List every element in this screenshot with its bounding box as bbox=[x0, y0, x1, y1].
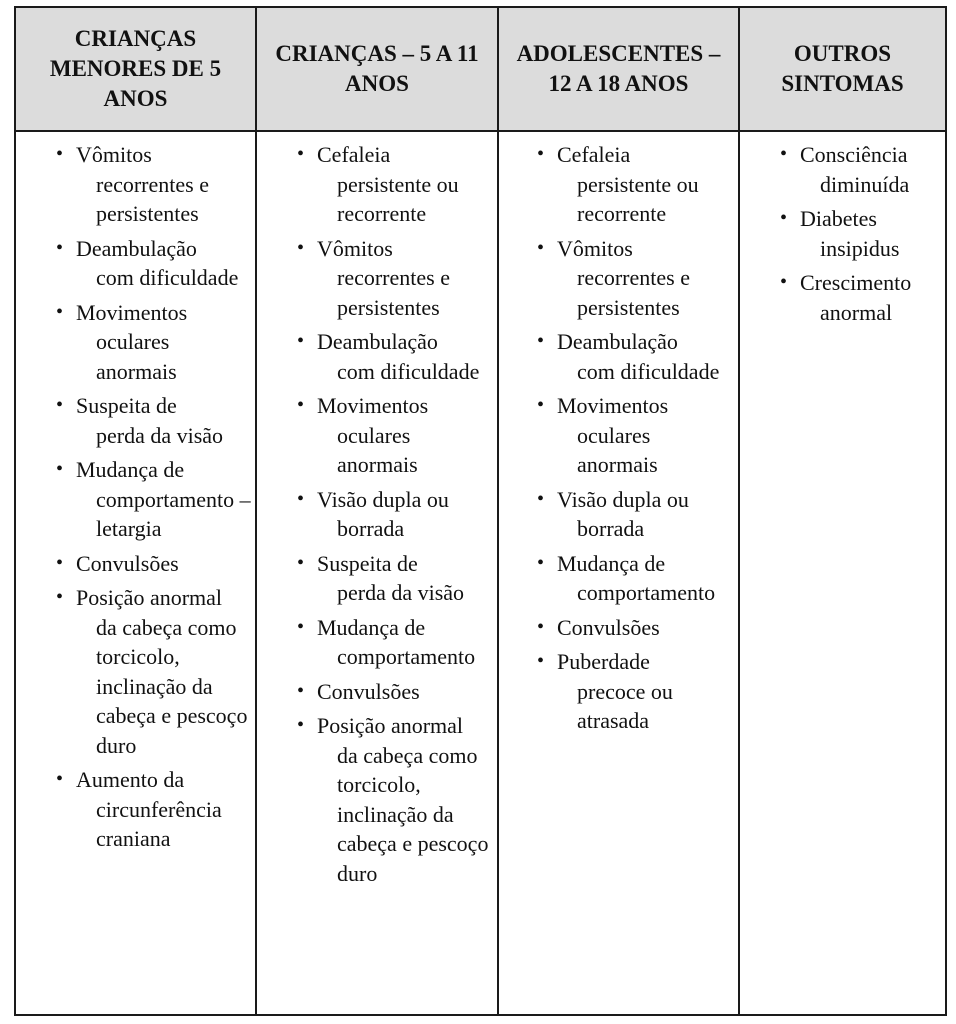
symptom-text-rest: da cabeça como torcicolo, inclinação da cabeça e pescoço duro bbox=[337, 742, 489, 886]
bullet-icon: • bbox=[297, 143, 305, 165]
symptom-text-rest: insipidus bbox=[820, 235, 900, 261]
bullet-icon: • bbox=[537, 143, 545, 165]
symptom-text-first: Convulsões bbox=[76, 550, 179, 576]
bullet-icon: • bbox=[780, 207, 788, 229]
symptom-text-first: Convulsões bbox=[557, 614, 660, 640]
symptom-item bbox=[297, 711, 493, 888]
symptom-text-first: Puberdade bbox=[557, 649, 650, 674]
symptom-item bbox=[537, 647, 734, 736]
bullet-icon: • bbox=[56, 586, 64, 608]
symptom-text-rest: persistente ou recorrente bbox=[577, 171, 699, 226]
symptom-text-first: Deambulação bbox=[76, 235, 197, 261]
symptom-text-first: Posição anormal bbox=[317, 713, 464, 738]
symptom-text-first: Movimentos bbox=[76, 299, 188, 325]
symptom-text-rest: borrada bbox=[337, 516, 405, 541]
symptom-item bbox=[56, 234, 251, 293]
symptom-text-rest: oculares anormais bbox=[96, 329, 177, 384]
bullet-icon: • bbox=[56, 143, 64, 165]
column-under-5 bbox=[15, 131, 256, 1015]
bullet-icon: • bbox=[537, 236, 545, 259]
symptom-text-first: Deambulação bbox=[557, 329, 678, 354]
bullet-icon: • bbox=[780, 271, 788, 293]
symptom-text-rest: anormal bbox=[820, 299, 893, 325]
symptom-list bbox=[537, 140, 734, 736]
header-row bbox=[15, 7, 946, 131]
symptom-text-first: Consciência bbox=[800, 142, 908, 167]
symptom-text-first: Crescimento bbox=[800, 270, 912, 295]
bullet-icon: • bbox=[56, 551, 64, 574]
symptom-item bbox=[297, 549, 493, 608]
header-cell: OUTROS SINTOMAS bbox=[739, 7, 946, 131]
bullet-icon: • bbox=[297, 394, 305, 416]
column-5-to-11 bbox=[256, 131, 498, 1015]
bullet-icon: • bbox=[537, 394, 545, 416]
symptom-item bbox=[780, 204, 941, 263]
symptom-text-rest: da cabeça como torcicolo, inclinação da cabeça e pescoço duro bbox=[96, 614, 248, 758]
symptom-text-first: Cefaleia bbox=[317, 142, 391, 167]
symptom-text-rest: borrada bbox=[577, 516, 645, 541]
symptom-item bbox=[297, 613, 493, 672]
symptom-text-first: Vômitos bbox=[317, 235, 393, 261]
bullet-icon: • bbox=[297, 330, 305, 352]
symptom-text-rest: circunferência craniana bbox=[96, 796, 222, 851]
bullet-icon: • bbox=[297, 714, 305, 736]
bullet-icon: • bbox=[537, 650, 545, 672]
symptom-item bbox=[780, 268, 941, 327]
symptom-item bbox=[537, 327, 734, 386]
symptom-text-first: Convulsões bbox=[317, 678, 420, 704]
bullet-icon: • bbox=[297, 551, 305, 574]
symptom-text-rest: perda da visão bbox=[337, 580, 465, 605]
symptom-text-rest: recorrentes e persistentes bbox=[337, 265, 450, 320]
bullet-icon: • bbox=[537, 487, 545, 510]
bullet-icon: • bbox=[56, 236, 64, 259]
symptom-item bbox=[56, 298, 251, 387]
symptom-item bbox=[56, 549, 251, 579]
symptom-text-rest: comportamento – letargia bbox=[96, 486, 251, 541]
symptom-item bbox=[56, 765, 251, 854]
symptom-text-first: Posição anormal bbox=[76, 585, 223, 610]
symptom-item bbox=[297, 485, 493, 544]
column-12-to-18 bbox=[498, 131, 739, 1015]
symptom-item bbox=[56, 455, 251, 544]
header-cell: CRIANÇAS – 5 A 11 ANOS bbox=[256, 7, 498, 131]
bullet-icon: • bbox=[297, 487, 305, 510]
symptom-item bbox=[537, 549, 734, 608]
symptom-text-first: Movimentos bbox=[317, 393, 429, 418]
symptom-item bbox=[297, 327, 493, 386]
symptom-text-rest: comportamento bbox=[337, 644, 476, 669]
bullet-icon: • bbox=[537, 551, 545, 574]
symptom-item bbox=[537, 485, 734, 544]
symptom-item bbox=[56, 391, 251, 450]
symptom-item bbox=[537, 234, 734, 323]
symptom-text-rest: com dificuldade bbox=[337, 358, 480, 384]
symptom-list bbox=[780, 140, 941, 327]
symptom-text-rest: recorrentes e persistentes bbox=[577, 265, 690, 320]
symptom-text-first: Suspeita de bbox=[317, 550, 418, 576]
symptom-text-rest: com dificuldade bbox=[96, 265, 239, 290]
symptom-item bbox=[297, 677, 493, 707]
symptom-text-first: Diabetes bbox=[800, 206, 877, 231]
column-other-symptoms bbox=[739, 131, 946, 1015]
symptom-text-first: Mudança de bbox=[76, 457, 185, 482]
symptom-text-first: Deambulação bbox=[317, 329, 438, 354]
symptom-text-rest: diminuída bbox=[820, 171, 910, 197]
symptom-text-rest: com dificuldade bbox=[577, 358, 720, 384]
symptom-text-first: Suspeita de bbox=[76, 393, 177, 418]
symptom-text-first: Mudança de bbox=[317, 614, 426, 640]
symptom-item bbox=[56, 583, 251, 760]
symptom-text-first: Mudança de bbox=[557, 550, 666, 576]
bullet-icon: • bbox=[56, 394, 64, 416]
symptom-list bbox=[56, 140, 251, 854]
symptom-text-rest: oculares anormais bbox=[577, 422, 658, 477]
symptom-item bbox=[297, 234, 493, 323]
symptom-text-first: Visão dupla ou bbox=[317, 486, 449, 512]
symptom-item bbox=[297, 140, 493, 229]
symptom-text-rest: precoce ou atrasada bbox=[577, 678, 673, 733]
symptom-text-first: Movimentos bbox=[557, 393, 669, 418]
symptom-text-rest: oculares anormais bbox=[337, 422, 418, 477]
symptom-list bbox=[297, 140, 493, 888]
symptom-text-rest: comportamento bbox=[577, 580, 716, 605]
header-cell: CRIANÇAS MENORES DE 5 ANOS bbox=[15, 7, 256, 131]
bullet-icon: • bbox=[297, 236, 305, 259]
bullet-icon: • bbox=[780, 143, 788, 165]
bullet-icon: • bbox=[56, 300, 64, 323]
symptom-text-rest: persistente ou recorrente bbox=[337, 171, 459, 226]
symptom-text-first: Aumento da bbox=[76, 767, 185, 792]
symptom-text-first: Visão dupla ou bbox=[557, 486, 689, 512]
symptom-text-first: Vômitos bbox=[76, 142, 152, 167]
symptom-item bbox=[56, 140, 251, 229]
symptom-text-rest: recorrentes e persistentes bbox=[96, 171, 209, 226]
symptoms-table bbox=[14, 6, 947, 1016]
symptom-text-first: Vômitos bbox=[557, 235, 633, 261]
symptom-item bbox=[537, 613, 734, 643]
bullet-icon: • bbox=[537, 330, 545, 352]
bullet-icon: • bbox=[56, 458, 64, 480]
bullet-icon: • bbox=[297, 615, 305, 638]
symptom-text-first: Cefaleia bbox=[557, 142, 631, 167]
body-row bbox=[15, 131, 946, 1015]
symptom-item bbox=[537, 391, 734, 480]
bullet-icon: • bbox=[56, 768, 64, 790]
bullet-icon: • bbox=[297, 679, 305, 702]
symptom-text-rest: perda da visão bbox=[96, 422, 224, 448]
bullet-icon: • bbox=[537, 615, 545, 638]
header-cell: ADOLESCENTES – 12 A 18 ANOS bbox=[498, 7, 739, 131]
symptom-item bbox=[537, 140, 734, 229]
symptom-item bbox=[297, 391, 493, 480]
symptom-item bbox=[780, 140, 941, 199]
